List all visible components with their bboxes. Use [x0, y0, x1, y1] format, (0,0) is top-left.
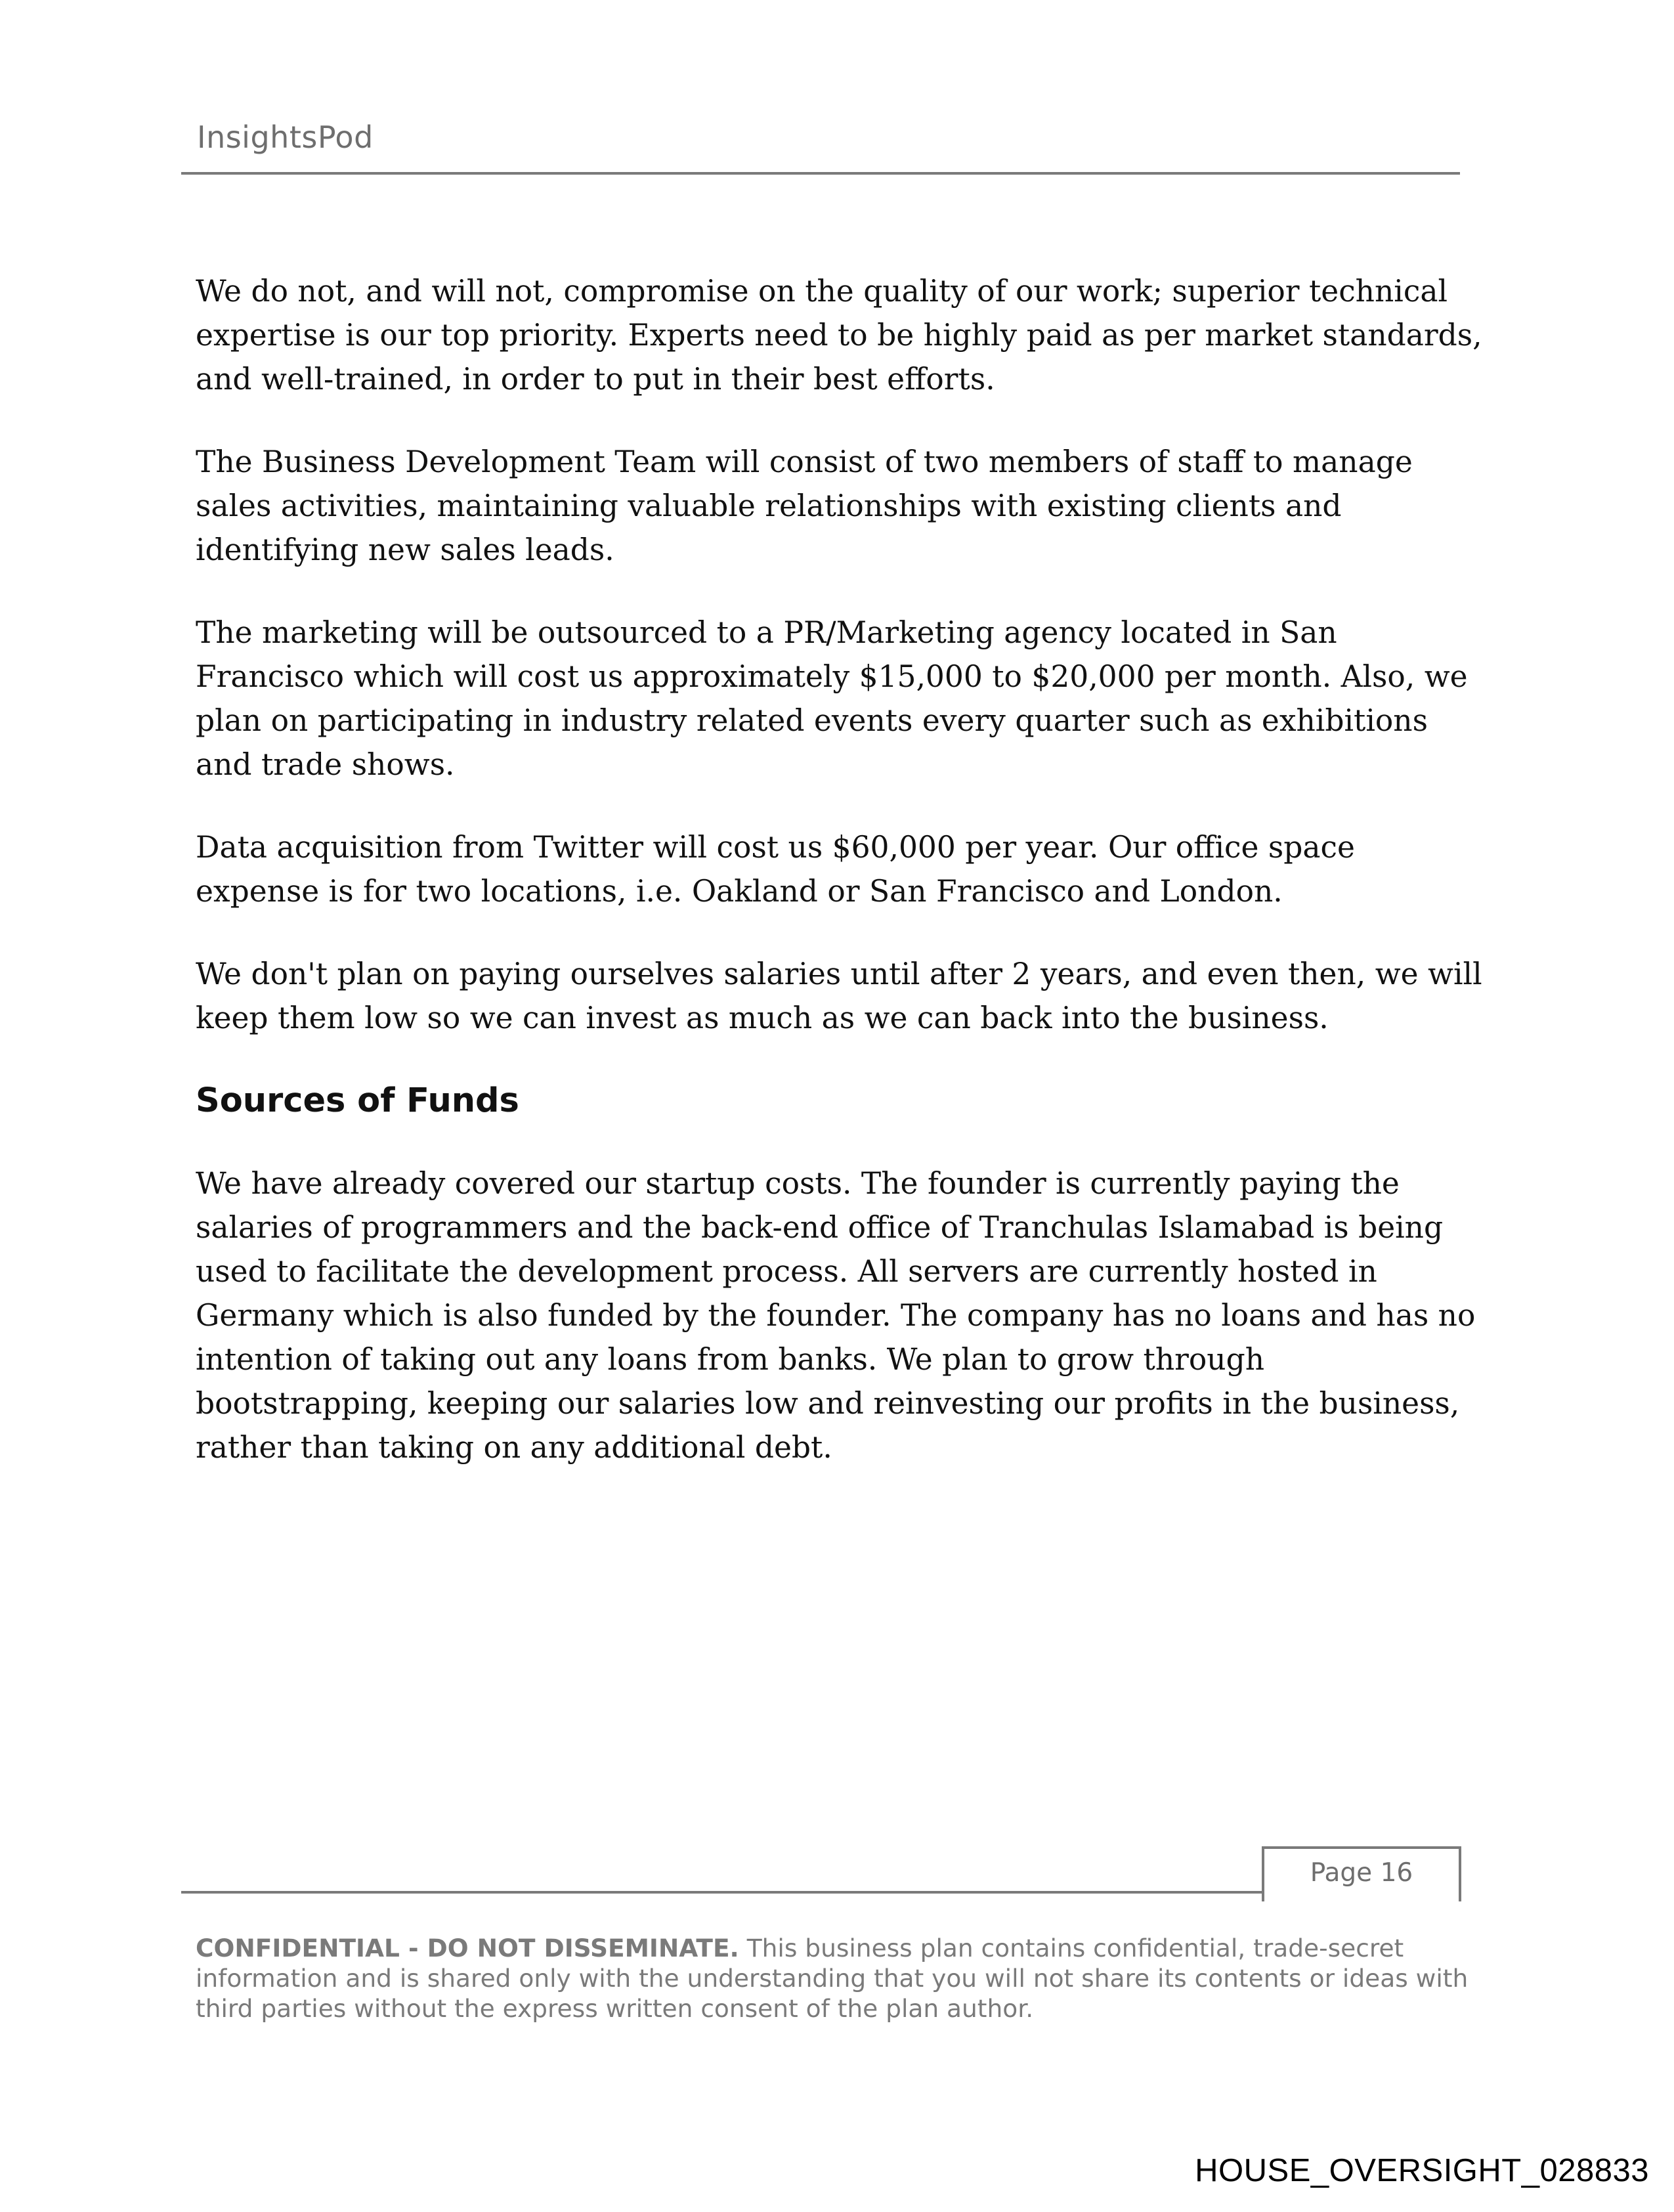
document-header-title: InsightsPod: [197, 119, 374, 155]
document-body: [196, 269, 1482, 1508]
body-paragraph: Data acquisition from Twitter will cost us $60,000 per year. Our office space expense is for two locations, i.e. Oakland or San Francisco and London.: [196, 830, 1355, 909]
bates-number: HOUSE_OVERSIGHT_028833: [1195, 2153, 1649, 2188]
footer-divider: [181, 1891, 1264, 1894]
page-number-box: [1262, 1846, 1461, 1901]
page-number: Page 16: [1310, 1858, 1413, 1888]
body-paragraph: We have already covered our startup costs. The founder is currently paying the salaries of programmers and the back-end office of Tranchulas Islamabad is being used to facilitate the development process. All servers are currently hosted in Germany which is also funded by the founder. The company has no loans and has no intention of taking out any loans from banks. We plan to grow through bootstrapping, keeping our salaries low and reinvesting our profits in the business, rather than taking on any additional debt.: [196, 1166, 1476, 1465]
body-paragraph: We don't plan on paying ourselves salaries until after 2 years, and even then, we will keep them low so we can invest as much as we can back into the business.: [196, 957, 1482, 1035]
section-heading: Sources of Funds: [196, 1081, 519, 1120]
confidentiality-notice: [196, 1933, 1482, 2024]
body-paragraph: We do not, and will not, compromise on the quality of our work; superior technical expertise is our top priority. Experts need to be highly paid as per market standards, and well-trained, in order to put in their best efforts.: [196, 274, 1482, 397]
confidentiality-label: CONFIDENTIAL - DO NOT DISSEMINATE.: [196, 1934, 739, 1963]
body-paragraph: The Business Development Team will consist of two members of staff to manage sales activities, maintaining valuable relationships with existing clients and identifying new sales leads.: [196, 445, 1413, 567]
header-divider: [181, 172, 1460, 175]
body-paragraph: The marketing will be outsourced to a PR/Marketing agency located in San Francisco which will cost us approximately $15,000 to $20,000 per month. Also, we plan on participating in industry related events every quarter such as exhibitions and trade shows.: [196, 615, 1468, 782]
confidentiality-text: This business plan contains confidential, trade-secret information and is shared only with the understanding that you will not share its contents or ideas with third parties without the express written consent of the plan author.: [196, 1934, 1469, 2023]
